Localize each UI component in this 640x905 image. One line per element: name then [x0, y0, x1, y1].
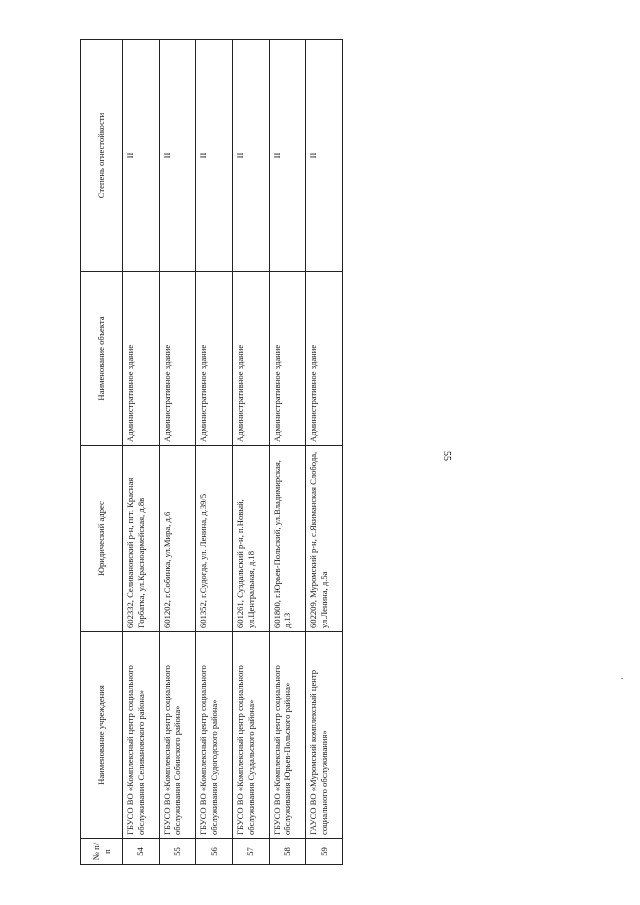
header-institution: Наименование учреждения: [81, 632, 123, 839]
cell-num: 56: [196, 839, 233, 865]
cell-object: Административное здание: [269, 272, 306, 446]
cell-fire-resistance: II: [306, 40, 343, 272]
cell-address: 601261, Суздальский р-н, п.Новый, ул.Центральная, д.18: [232, 446, 269, 632]
table-row: [269, 40, 306, 865]
cell-num: 59: [306, 839, 343, 865]
objects-table: [80, 39, 343, 865]
cell-address: 601352, г.Судогда, ул. Ленина, д.39/5: [196, 446, 233, 632]
scan-speck: [621, 678, 623, 679]
cell-address: 601800, г.Юрьев-Польский, ул.Владимирская, д.13: [269, 446, 306, 632]
table-row: [196, 40, 233, 865]
cell-num: 58: [269, 839, 306, 865]
cell-num: 57: [232, 839, 269, 865]
cell-num: 54: [123, 839, 160, 865]
cell-fire-resistance: II: [196, 40, 233, 272]
cell-fire-resistance: II: [123, 40, 160, 272]
cell-fire-resistance: II: [159, 40, 196, 272]
page-number-wrap: [441, 451, 482, 471]
header-fire-resistance: Степень огнестойкости: [81, 40, 123, 272]
table-row: [123, 40, 160, 865]
table-rotated-container: [80, 40, 343, 865]
cell-object: Административное здание: [196, 272, 233, 446]
header-address: Юридический адрес: [81, 446, 123, 632]
cell-fire-resistance: II: [232, 40, 269, 272]
header-object: Наименование объекта: [81, 272, 123, 446]
table-row: [159, 40, 196, 865]
cell-institution: ГБУСО ВО «Комплексный центр социального обслуживания Суздальского района»: [232, 632, 269, 839]
cell-num: 55: [159, 839, 196, 865]
cell-address: 602209, Муромский р-н, с.Якиманская Слобода, ул.Ленина, д.5а: [306, 446, 343, 632]
cell-institution: ГБУСО ВО «Комплексный центр социального обслуживания Юрьев-Польского района»: [269, 632, 306, 839]
cell-object: Административное здание: [306, 272, 343, 446]
cell-institution: ГБУСО ВО «Комплексный центр социального обслуживания Собинского района»: [159, 632, 196, 839]
cell-object: Административное здание: [159, 272, 196, 446]
cell-address: 601202, г.Собинка, ул.Мира, д.6: [159, 446, 196, 632]
cell-institution: ГБУСО ВО «Комплексный центр социального обслуживания Селивановского района»: [123, 632, 160, 839]
cell-object: Административное здание: [123, 272, 160, 446]
table-header-row: [81, 40, 123, 865]
header-num: № п/п: [81, 839, 123, 865]
cell-institution: ГБУСО ВО «Комплексный центр социального обслуживания Судогодского района»: [196, 632, 233, 839]
page-number: 55: [441, 451, 452, 461]
cell-address: 602332, Селивановский р-н, пгт. Красная Горбатка, ул.Красноармейская, д.8в: [123, 446, 160, 632]
cell-object: Административное здание: [232, 272, 269, 446]
table-row: [232, 40, 269, 865]
cell-institution: ГАУСО ВО «Муромский комплексный центр социального обслуживания»: [306, 632, 343, 839]
cell-fire-resistance: II: [269, 40, 306, 272]
table-row: [306, 40, 343, 865]
